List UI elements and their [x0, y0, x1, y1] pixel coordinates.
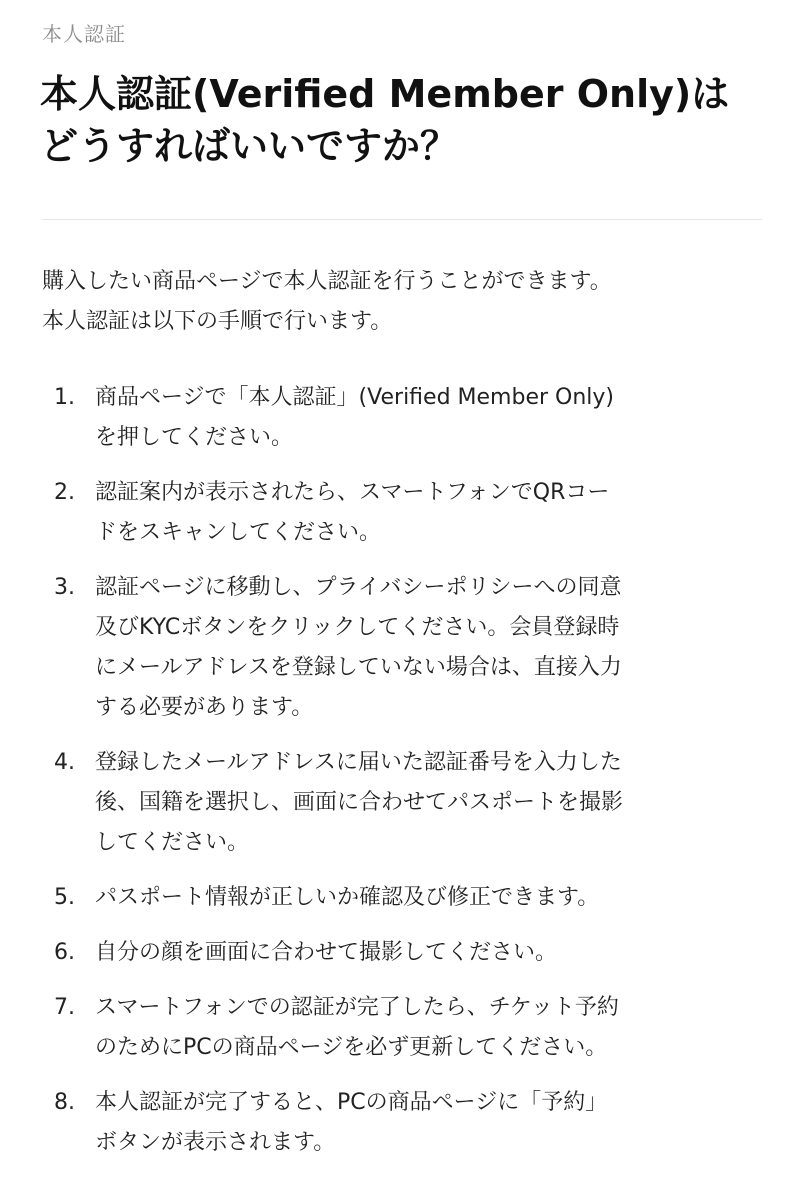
intro-line: 購入したい商品ページで本人認証を行うことができます。 [42, 269, 612, 294]
step-text: にメールアドレスを登録していない場合は、直接入力 [95, 655, 622, 680]
step-text: のためにPCの商品ページを必ず更新してください。 [95, 1035, 608, 1060]
step-text: 及びKYCボタンをクリックしてください。会員登録時 [95, 615, 620, 640]
step-number: 4. [54, 750, 75, 775]
step-text: 認証案内が表示されたら、スマートフォンでQRコー [95, 480, 610, 505]
page-title [40, 68, 770, 172]
intro-paragraph [42, 262, 772, 342]
step-text: 本人認証が完了すると、PCの商品ページに「予約」 [95, 1090, 608, 1115]
step-text: 認証ページに移動し、プライバシーポリシーへの同意 [95, 575, 622, 600]
step-number: 5. [54, 885, 75, 910]
step-item [42, 743, 772, 863]
step-text: 登録したメールアドレスに届いた認証番号を入力した [95, 750, 622, 775]
step-text: 後、国籍を選択し、画面に合わせてパスポートを撮影 [95, 790, 624, 815]
step-number: 8. [54, 1090, 75, 1115]
step-number: 7. [54, 995, 75, 1020]
step-number: 2. [54, 480, 75, 505]
page-title-line: 本人認証(Verified Member Only)は [40, 72, 730, 116]
step-text: ボタンが表示されます。 [95, 1130, 336, 1155]
step-text: パスポート情報が正しいか確認及び修正できます。 [95, 885, 600, 910]
step-text: 自分の顔を画面に合わせて撮影してください。 [95, 940, 558, 965]
page-title-line: どうすればいいですか？ [40, 124, 459, 168]
breadcrumb[interactable]: 本人認証 [42, 22, 126, 46]
steps-list [42, 378, 772, 1178]
step-number: 6. [54, 940, 75, 965]
step-text: ドをスキャンしてください。 [95, 520, 382, 545]
step-item [42, 568, 772, 728]
step-item [42, 988, 772, 1068]
step-text: を押してください。 [95, 425, 294, 450]
step-text: 商品ページで「本人認証」(Verified Member Only) [95, 385, 614, 410]
step-number: 1. [54, 385, 75, 410]
step-text: してください。 [95, 830, 250, 855]
step-text: スマートフォンでの認証が完了したら、チケット予約 [95, 995, 619, 1020]
step-item [42, 1083, 772, 1163]
divider [42, 219, 762, 220]
intro-line: 本人認証は以下の手順で行います。 [42, 309, 393, 334]
step-item [42, 878, 772, 918]
step-item [42, 933, 772, 973]
step-item [42, 378, 772, 458]
step-item [42, 473, 772, 553]
step-text: する必要があります。 [95, 695, 314, 720]
step-number: 3. [54, 575, 75, 600]
